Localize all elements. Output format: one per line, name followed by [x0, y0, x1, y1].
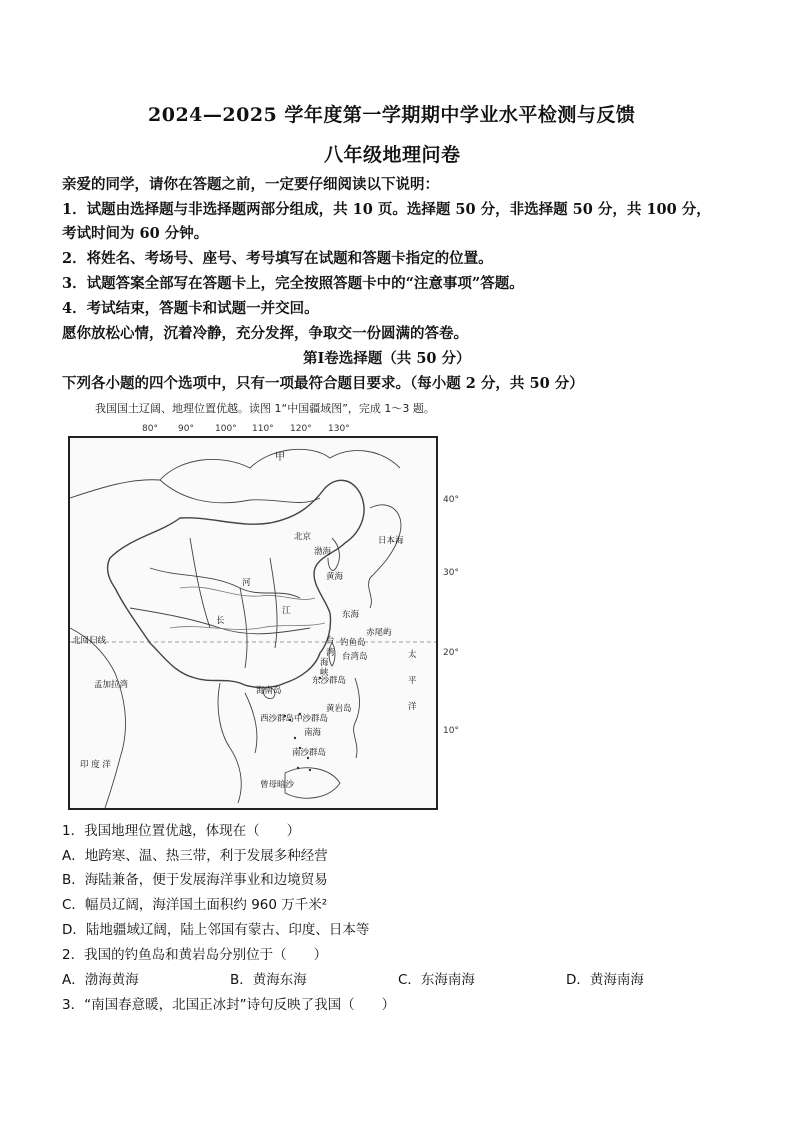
instructions-greeting: 亲爱的同学，请你在答题之前，一定要仔细阅读以下说明：	[62, 176, 439, 193]
map-label-huanghai: 黄海	[326, 572, 344, 582]
longitude-label: 130°	[328, 424, 350, 434]
map-label-jia: 甲	[275, 452, 285, 463]
instruction-item-1-cont: 考试时间为 60 分钟。	[62, 225, 209, 242]
map-label-pacific-ping: 平	[408, 676, 417, 686]
map-label-taiwan-island: 台湾岛	[342, 652, 368, 662]
map-label-tropic-of-cancer: 北回归线	[72, 636, 107, 646]
map-label-chang: 长	[216, 616, 225, 626]
map-label-pacific-tai: 太	[408, 650, 417, 660]
map-label-taiwan-strait-tai: 台	[326, 636, 335, 646]
map-label-hai: 海	[320, 658, 329, 668]
instructions-wish: 愿你放松心情，沉着冷静，充分发挥，争取交一份圆满的答卷。	[62, 325, 468, 342]
question-2-option-c: C．东海南海	[398, 972, 475, 988]
map-label-bohai: 渤海	[314, 547, 332, 557]
question-1-option-b: B．海陆兼备，便于发展海洋事业和边境贸易	[62, 872, 328, 888]
map-label-nansha-islands: 南沙群岛	[292, 748, 327, 758]
map-label-he: 河	[242, 578, 251, 588]
map-intro-caption: 我国国土辽阔、地理位置优越。读图 1“中国疆域图”，完成 1～3 题。	[95, 402, 435, 415]
map-label-xia: 峡	[320, 668, 329, 678]
page-title: 2024—2025 学年度第一学期期中学业水平检测与反馈	[148, 104, 636, 126]
map-label-taiwan-strait-wan: 湾	[326, 648, 335, 658]
longitude-label: 80°	[142, 424, 158, 434]
latitude-label: 20°	[443, 648, 459, 658]
map-label-zengmu-ansha: 曾母暗沙	[260, 780, 295, 790]
section-directive: 下列各小题的四个选项中，只有一项最符合题目要求。（每小题 2 分，共 50 分）	[62, 375, 584, 392]
map-label-sea-of-japan: 日本海	[378, 536, 404, 546]
map-label-jiang: 江	[282, 606, 291, 616]
question-1-stem: 1．我国地理位置优越，体现在（ ）	[62, 823, 301, 839]
instruction-item-3: 3．试题答案全部写在答题卡上，完全按照答题卡中的“注意事项”答题。	[62, 275, 524, 292]
china-territory-map	[68, 436, 438, 810]
page-subtitle: 八年级地理问卷	[324, 144, 461, 166]
instruction-item-1: 1．试题由选择题与非选择题两部分组成，共 10 页。选择题 50 分，非选择题 50 分，共 100 分，	[62, 201, 711, 218]
map-label-diaoyu-island: 钓鱼岛	[340, 638, 366, 648]
question-2-option-b: B．黄海东海	[230, 972, 307, 988]
map-label-south-china-sea: 南海	[304, 728, 322, 738]
map-label-hainan-island: 海南岛	[256, 686, 282, 696]
question-2-stem: 2．我国的钓鱼岛和黄岩岛分别位于（ ）	[62, 947, 328, 963]
map-label-pacific-yang: 洋	[408, 702, 417, 712]
question-3-stem: 3．“南国春意暖，北国正冰封”诗句反映了我国（ ）	[62, 997, 396, 1013]
map-label-indian-ocean: 印 度 洋	[80, 760, 111, 770]
longitude-label: 90°	[178, 424, 194, 434]
question-1-option-d: D．陆地疆域辽阔，陆上邻国有蒙古、印度、日本等	[62, 922, 370, 938]
map-label-bay-of-bengal: 孟加拉湾	[94, 680, 129, 690]
map-drawing	[70, 438, 436, 808]
map-label-xisha-zhongsha-islands: 西沙群岛中沙群岛	[260, 714, 329, 724]
instruction-item-2: 2．将姓名、考场号、座号、考号填写在试题和答题卡指定的位置。	[62, 250, 493, 267]
latitude-label: 40°	[443, 495, 459, 505]
section-title: 第Ⅰ卷选择题（共 50 分）	[303, 350, 471, 367]
question-2-option-a: A．渤海黄海	[62, 972, 139, 988]
map-label-donghai: 东海	[342, 610, 360, 620]
map-label-chiwei-island: 赤尾屿	[366, 628, 392, 638]
instruction-item-4: 4．考试结束，答题卡和试题一并交回。	[62, 300, 319, 317]
longitude-label: 110°	[252, 424, 274, 434]
longitude-label: 120°	[290, 424, 312, 434]
latitude-label: 10°	[443, 726, 459, 736]
map-label-beijing: 北京	[294, 532, 312, 542]
longitude-label: 100°	[215, 424, 237, 434]
question-1-option-c: C．幅员辽阔，海洋国土面积约 960 万千米²	[62, 897, 328, 913]
map-label-dongsha-islands: 东沙群岛	[312, 676, 347, 686]
latitude-label: 30°	[443, 568, 459, 578]
map-label-huangyan-island: 黄岩岛	[326, 704, 352, 714]
question-2-option-d: D．黄海南海	[566, 972, 644, 988]
question-1-option-a: A．地跨寒、温、热三带，利于发展多种经营	[62, 848, 328, 864]
